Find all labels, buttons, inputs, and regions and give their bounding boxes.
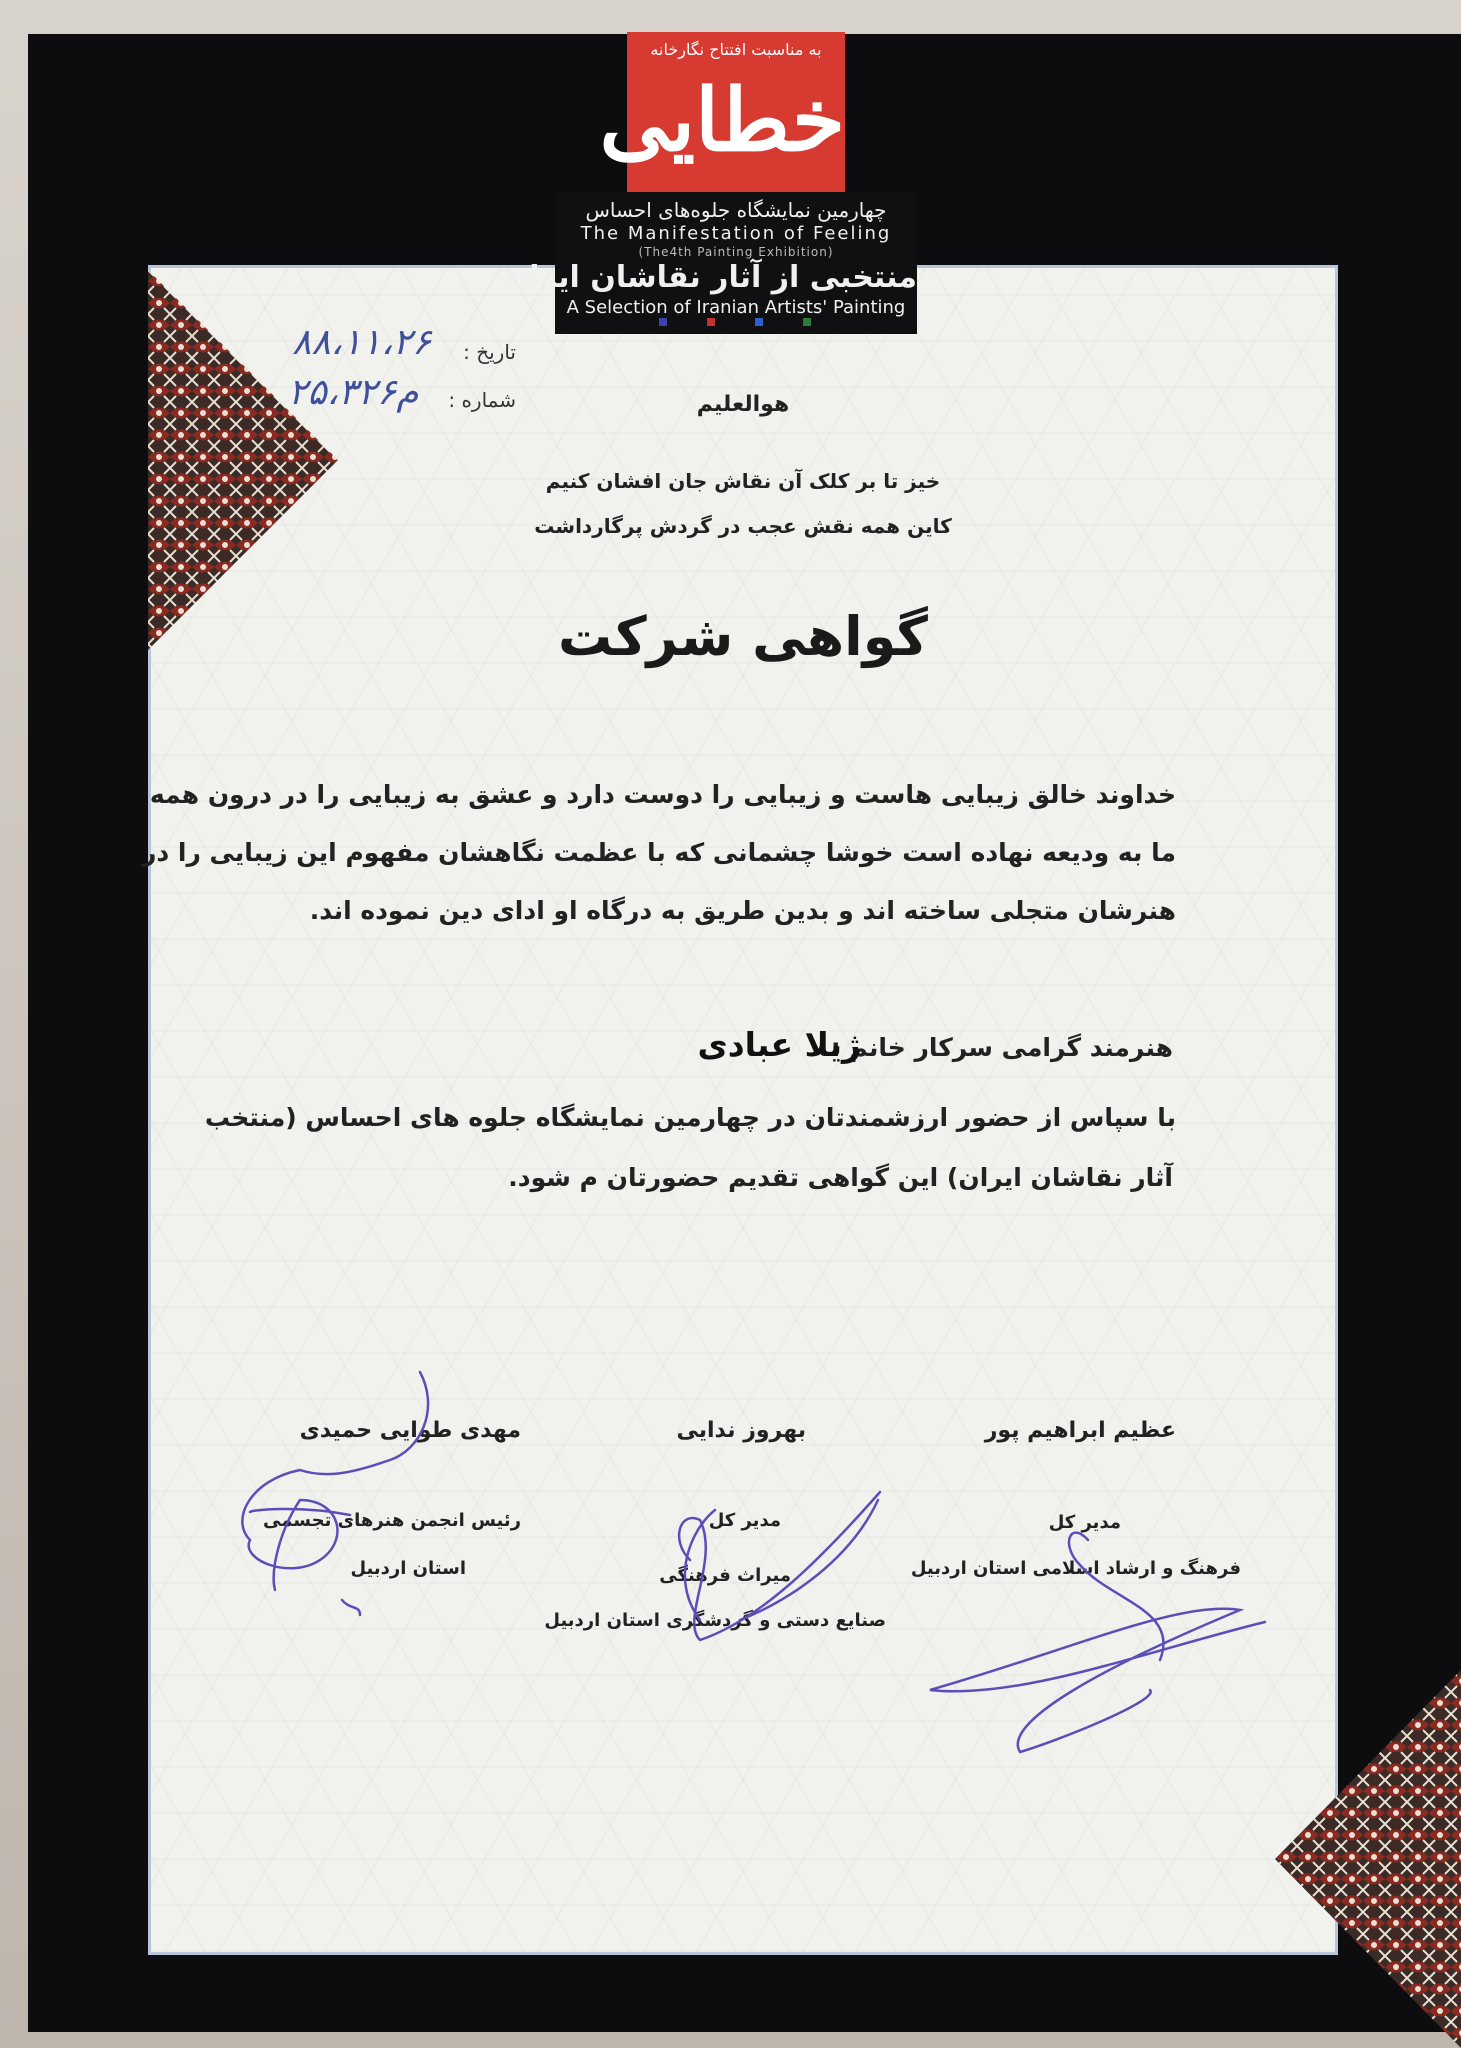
recipient-label: هنرمند گرامی سرکار خانم :: [830, 1033, 1173, 1062]
paragraph-line-3: هنرشان متجلی ساخته اند و بدین طریق به درگاه او ادای دین نموده اند.: [309, 896, 1176, 925]
thanks-line-1: با سپاس از حضور ارزشمندتان در چهارمین نمایشگاه جلوه های احساس (منتخب: [204, 1103, 1176, 1132]
signature-3-stroke: [242, 1372, 428, 1615]
exhibition-english-subtitle: (The4th Painting Exhibition): [638, 245, 834, 259]
signatory-1-role-2: فرهنگ و ارشاد اسلامی استان اردبیل: [910, 1558, 1241, 1579]
signatory-3-role-2: استان اردبیل: [350, 1558, 466, 1579]
signatory-1-role-1: مدیر کل: [1048, 1512, 1121, 1533]
signatory-2-role-1: مدیر کل: [708, 1510, 781, 1531]
poem-line-2: کاین همه نقش عجب در گردش پرگارداشت: [534, 514, 952, 538]
date-label: تاریخ :: [463, 340, 516, 364]
exhibition-persian-subtitle: منتخبی از آثار نقاشان ایران: [503, 260, 917, 295]
paragraph-line-1: خداوند خالق زیبایی هاست و زیبایی را دوست دارد و عشق به زیبایی را در درون همه: [149, 780, 1176, 809]
signatory-2-role-3: صنایع دستی و گردشگری استان اردبیل: [544, 1610, 886, 1631]
poem-line-1: خیز تا بر کلک آن نقاش جان افشان کنیم: [545, 469, 941, 493]
recipient-name: ژیلا عبادی: [697, 1025, 861, 1064]
exhibition-english-title: The Manifestation of Feeling: [580, 223, 892, 244]
logo-calligraphy: خطایی: [599, 70, 845, 171]
number-value: ۲۵،۳۲۶م: [288, 372, 419, 413]
exhibition-persian-title: چهارمین نمایشگاه جلوه‌های احساس: [585, 198, 887, 222]
signatory-2-name: بهروز ندایی: [676, 1418, 806, 1443]
certificate-title: گواهی شرکت: [558, 605, 928, 668]
exhibition-english-selection: A Selection of Iranian Artists' Painting: [566, 297, 906, 318]
invocation: هوالعلیم: [696, 392, 790, 417]
date-value: ۸۸،۱۱،۲۶: [292, 322, 432, 363]
logo-tagline: به مناسبت افتتاح نگارخانه: [650, 40, 822, 59]
signature-2-stroke: [679, 1492, 880, 1640]
signatory-3-name: مهدی طوایی حمیدی: [299, 1418, 521, 1443]
signatory-2-role-2: میراث فرهنگی: [659, 1565, 791, 1586]
signatory-3-role-1: رئیس انجمن هنرهای تجسمی: [263, 1510, 521, 1531]
number-label: شماره :: [448, 388, 516, 412]
signatory-1-name: عظیم ابراهیم پور: [984, 1418, 1176, 1443]
thanks-line-2: آثار نقاشان ایران) این گواهی تقدیم حضورتان م شود.: [508, 1163, 1173, 1192]
signature-1-stroke: [930, 1533, 1265, 1752]
paragraph-line-2: ما به ودیعه نهاده است خوشا چشمانی که با عظمت نگاهشان مفهوم این زیبایی را در: [141, 838, 1176, 867]
